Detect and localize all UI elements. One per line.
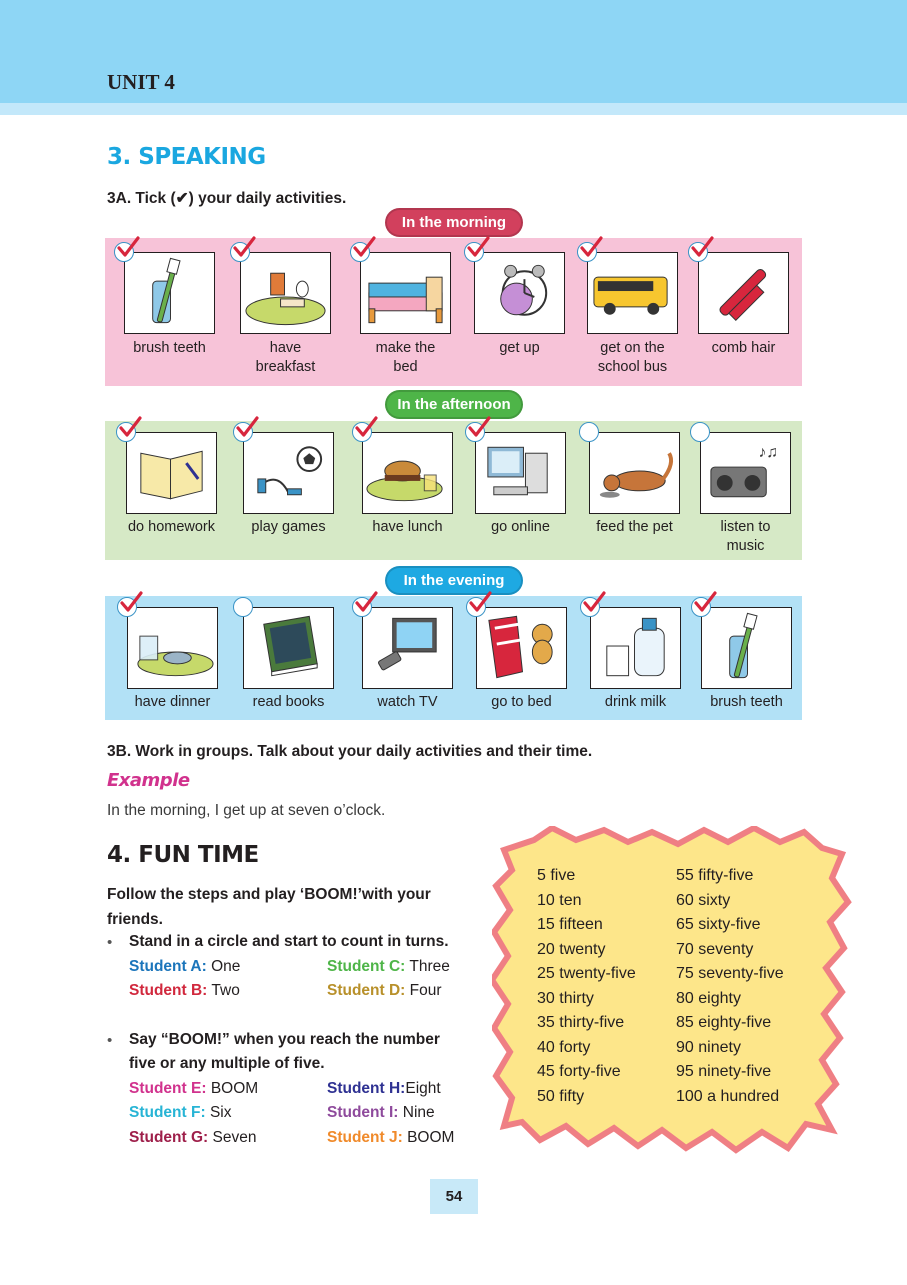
fun-time-title: 4. FUN TIME xyxy=(107,842,259,868)
number-item: 30 thirty xyxy=(537,989,594,1007)
student-e-name: Student E: xyxy=(129,1080,207,1097)
number-item: 10 ten xyxy=(537,891,582,909)
dinner-plate-icon xyxy=(127,607,218,689)
number-item: 85 eighty-five xyxy=(676,1014,772,1031)
student-a-word: One xyxy=(211,958,241,975)
student-c xyxy=(327,955,450,979)
breakfast-icon xyxy=(240,252,331,334)
tick-icon xyxy=(466,236,490,260)
tick-icon xyxy=(235,416,259,440)
student-h-word: Eight xyxy=(405,1080,441,1097)
student-g-word: Seven xyxy=(212,1129,257,1146)
comb-icon xyxy=(698,252,789,334)
instruction-3a: 3A. Tick (✔) your daily activities. xyxy=(107,190,347,207)
activity-label-line1: brush teeth xyxy=(710,694,783,710)
number-item: 80 eighty xyxy=(676,989,741,1007)
page-number: 54 xyxy=(430,1179,478,1214)
activity-label xyxy=(681,693,812,712)
activity-label-line2: music xyxy=(726,538,765,554)
student-f-word: Six xyxy=(209,1104,232,1121)
student-b-word: Two xyxy=(211,982,240,999)
numbers-right-column xyxy=(676,864,784,1109)
tick-icon xyxy=(467,416,491,440)
unit-title: UNIT 4 xyxy=(107,70,175,94)
tick-checkbox[interactable] xyxy=(116,422,136,442)
student-d-name: Student D: xyxy=(327,982,406,999)
svg-text:♪♫: ♪♫ xyxy=(758,444,779,462)
student-a-name: Student A: xyxy=(129,958,207,975)
student-h xyxy=(327,1077,441,1101)
student-j xyxy=(327,1126,454,1150)
tick-icon xyxy=(119,591,143,615)
activity-label-line1: go online xyxy=(491,519,550,535)
tv-icon xyxy=(362,607,453,689)
numbers-left-column xyxy=(537,864,636,1109)
tick-checkbox[interactable] xyxy=(230,242,250,262)
activity-label-line1: make the xyxy=(375,340,436,356)
tick-icon xyxy=(354,591,378,615)
header-strip xyxy=(0,103,907,115)
student-e-word: BOOM xyxy=(210,1080,259,1097)
number-item: 35 thirty-five xyxy=(537,1014,625,1031)
tick-checkbox[interactable] xyxy=(352,422,372,442)
student-i-name: Student I: xyxy=(327,1104,399,1121)
ball-icon xyxy=(243,432,334,514)
activity-label-line2: bed xyxy=(393,359,418,375)
student-a xyxy=(129,955,240,979)
fun-time-intro-line2: friends. xyxy=(107,911,163,928)
activity-label xyxy=(340,339,471,377)
number-item: 90 ninety xyxy=(676,1038,741,1056)
tick-icon xyxy=(116,236,140,260)
student-f xyxy=(129,1101,231,1125)
tick-checkbox[interactable] xyxy=(114,242,134,262)
step-2-line1: Say “BOOM!” when you reach the number xyxy=(129,1031,440,1048)
example-title: Example xyxy=(107,770,190,791)
student-i xyxy=(327,1101,435,1125)
tick-checkbox[interactable] xyxy=(233,422,253,442)
student-g-name: Student G: xyxy=(129,1129,209,1146)
activity-label-line2: school bus xyxy=(597,359,668,375)
student-c-name: Student C: xyxy=(327,958,406,975)
computer-icon xyxy=(475,432,566,514)
activity-label-line1: drink milk xyxy=(604,694,667,710)
step-2-line2: five or any multiple of five. xyxy=(129,1055,325,1072)
student-c-word: Three xyxy=(409,958,450,975)
pill-evening: In the evening xyxy=(385,566,523,595)
number-item: 45 forty-five xyxy=(537,1063,621,1080)
activity-label xyxy=(455,518,586,537)
book-icon xyxy=(243,607,334,689)
activity-label-line1: have dinner xyxy=(134,694,211,710)
radio-icon xyxy=(700,432,791,514)
tick-checkbox[interactable] xyxy=(691,597,711,617)
tick-icon xyxy=(468,591,492,615)
activity-label xyxy=(104,339,235,358)
activity-label-line1: play games xyxy=(251,519,326,535)
tick-icon xyxy=(232,236,256,260)
number-item: 20 twenty xyxy=(537,940,606,958)
tick-checkbox[interactable] xyxy=(465,422,485,442)
activity-label xyxy=(680,518,811,556)
tick-icon xyxy=(354,416,378,440)
number-item: 5 five xyxy=(537,867,576,884)
activity-label-line1: get up xyxy=(499,340,540,356)
student-e xyxy=(129,1077,258,1101)
tick-checkbox[interactable] xyxy=(580,597,600,617)
tick-checkbox[interactable] xyxy=(577,242,597,262)
tick-checkbox[interactable] xyxy=(579,422,599,442)
activity-label-line1: watch TV xyxy=(377,694,438,710)
school-bus-icon xyxy=(587,252,678,334)
activity-label xyxy=(456,693,587,712)
activity-label xyxy=(223,518,354,537)
step-1: Stand in a circle and start to count in turns. xyxy=(129,933,449,950)
activity-label-line1: go to bed xyxy=(491,694,552,710)
student-b xyxy=(129,979,240,1003)
tick-checkbox[interactable] xyxy=(117,597,137,617)
number-item: 95 ninety-five xyxy=(676,1063,772,1080)
number-item: 15 fifteen xyxy=(537,916,603,933)
student-b-name: Student B: xyxy=(129,982,208,999)
notebook-icon xyxy=(126,432,217,514)
bed-icon xyxy=(360,252,451,334)
student-i-word: Nine xyxy=(402,1104,435,1121)
number-item: 25 twenty-five xyxy=(537,965,636,982)
tick-icon xyxy=(582,591,606,615)
activity-label xyxy=(223,693,354,712)
tick-checkbox[interactable] xyxy=(233,597,253,617)
student-j-word: BOOM xyxy=(407,1129,455,1146)
toothbrush-icon xyxy=(124,252,215,334)
activity-label-line1: get on the xyxy=(600,340,665,356)
activity-label-line1: comb hair xyxy=(711,340,776,356)
burger-icon xyxy=(362,432,453,514)
instruction-3b: 3B. Work in groups. Talk about your daily activities and their time. xyxy=(107,743,593,760)
activity-label-line1: have xyxy=(269,340,302,356)
tick-icon xyxy=(579,236,603,260)
number-item: 70 seventy xyxy=(676,940,754,958)
activity-label xyxy=(342,693,473,712)
activity-label-line2: breakfast xyxy=(255,359,316,375)
activity-label xyxy=(107,693,238,712)
student-d-word: Four xyxy=(409,982,442,999)
tick-checkbox[interactable] xyxy=(464,242,484,262)
student-j-name: Student J: xyxy=(327,1129,403,1146)
activity-label-line1: brush teeth xyxy=(133,340,206,356)
tick-icon xyxy=(352,236,376,260)
activity-label xyxy=(106,518,237,537)
activity-label xyxy=(454,339,585,358)
pill-morning: In the morning xyxy=(385,208,523,237)
number-item: 75 seventy-five xyxy=(676,965,784,982)
number-item: 65 sixty-five xyxy=(676,916,761,933)
tick-icon xyxy=(118,416,142,440)
activity-label-line1: have lunch xyxy=(372,519,443,535)
fun-time-intro xyxy=(107,882,477,932)
speaking-title: 3. SPEAKING xyxy=(107,144,266,170)
activity-label-line1: feed the pet xyxy=(596,519,673,535)
tick-checkbox[interactable] xyxy=(688,242,708,262)
toothbrush-icon xyxy=(701,607,792,689)
pajamas-icon xyxy=(476,607,567,689)
student-f-name: Student F: xyxy=(129,1104,206,1121)
bullet-dot: • xyxy=(107,934,113,951)
tick-checkbox[interactable] xyxy=(352,597,372,617)
tick-checkbox[interactable] xyxy=(350,242,370,262)
alarm-clock-icon xyxy=(474,252,565,334)
activity-label xyxy=(678,339,809,358)
tick-icon xyxy=(690,236,714,260)
activity-label xyxy=(342,518,473,537)
activity-label-line1: do homework xyxy=(127,519,216,535)
activity-label xyxy=(220,339,351,377)
bullet-dot: • xyxy=(107,1032,113,1049)
number-item: 55 fifty-five xyxy=(676,867,754,884)
number-item: 60 sixty xyxy=(676,891,731,909)
tick-checkbox[interactable] xyxy=(690,422,710,442)
student-h-name: Student H: xyxy=(327,1080,406,1097)
cat-icon xyxy=(589,432,680,514)
student-g xyxy=(129,1126,256,1150)
milk-icon xyxy=(590,607,681,689)
tick-checkbox[interactable] xyxy=(466,597,486,617)
fun-time-intro-line1: Follow the steps and play ‘BOOM!’with your xyxy=(107,886,431,903)
example-text: In the morning, I get up at seven o’clock. xyxy=(107,802,386,819)
pill-afternoon: In the afternoon xyxy=(385,390,523,419)
number-item: 100 a hundred xyxy=(676,1087,780,1105)
activity-label-line1: listen to xyxy=(720,519,771,535)
number-item: 40 forty xyxy=(537,1038,591,1056)
number-item: 50 fifty xyxy=(537,1087,585,1105)
tick-icon xyxy=(693,591,717,615)
student-d xyxy=(327,979,442,1003)
step-2 xyxy=(129,1028,440,1076)
activity-label-line1: read books xyxy=(252,694,325,710)
